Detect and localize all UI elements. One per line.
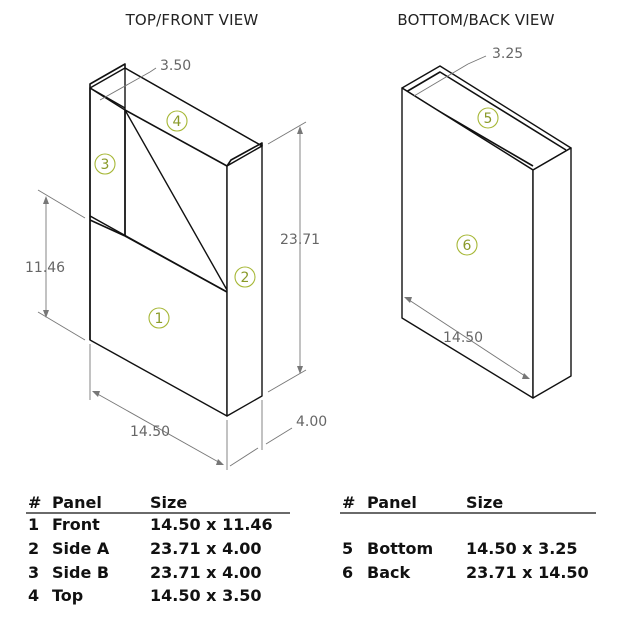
panel-table-right [340,493,596,582]
dim-back-top-depth: 3.25 [492,46,524,62]
svg-text:4: 4 [172,114,182,130]
dim-front-right-height: 23.71 [280,232,321,248]
table-right-header-size: Size [466,493,504,512]
table-left-row-num: 2 [28,539,40,558]
table-right-row-size: 23.71 x 14.50 [466,563,589,582]
table-left-header-size: Size [150,493,188,512]
dim-front-width: 14.50 [130,424,171,440]
table-left-row-panel: Side A [52,539,110,558]
table-right-row-num: 6 [342,563,354,582]
panel-table-left [26,493,290,605]
table-left-row-size: 23.71 x 4.00 [150,563,262,582]
table-right-row-num: 5 [342,539,354,558]
table-right-header-num: # [342,493,356,512]
table-left-header-panel: Panel [52,493,102,512]
svg-text:5: 5 [483,111,493,127]
svg-text:3: 3 [100,157,110,173]
dim-front-top-depth: 3.50 [160,58,192,74]
table-left-row-num: 1 [28,515,40,534]
svg-text:2: 2 [240,270,250,286]
table-left-row-size: 14.50 x 3.50 [150,586,262,605]
table-right-row-size: 14.50 x 3.25 [466,539,578,558]
table-left-header-num: # [28,493,42,512]
table-left-row-panel: Front [52,515,100,534]
dim-front-left-height: 11.46 [25,260,66,276]
table-left-row-panel: Side B [52,563,110,582]
table-right-row-panel: Bottom [367,539,434,558]
table-left-row-num: 3 [28,563,40,582]
front-view-title: TOP/FRONT VIEW [125,11,259,29]
table-right-header-panel: Panel [367,493,417,512]
svg-text:1: 1 [154,311,164,327]
table-left-row-panel: Top [52,586,84,605]
dim-back-width: 14.50 [443,330,484,346]
svg-text:6: 6 [462,238,472,254]
table-left-row-num: 4 [28,586,40,605]
table-left-row-size: 23.71 x 4.00 [150,539,262,558]
table-right-row-panel: Back [367,563,411,582]
dim-front-side-depth: 4.00 [296,414,328,430]
table-left-row-size: 14.50 x 11.46 [150,515,273,534]
back-view-side-panel [533,148,571,398]
back-view-title: BOTTOM/BACK VIEW [397,11,555,29]
